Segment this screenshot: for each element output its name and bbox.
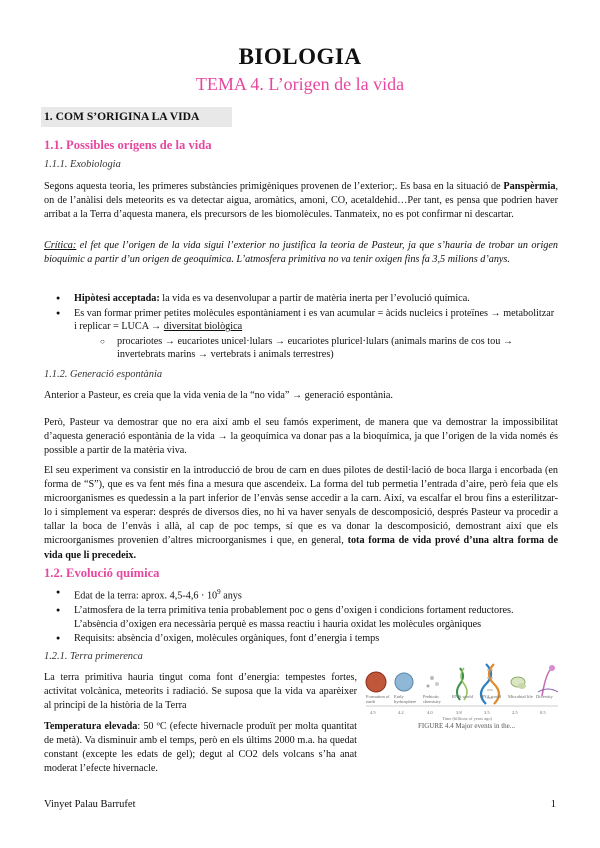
paragraph [44,464,558,563]
subsection-heading: 1.1. Possibles orígens de la vida [44,138,212,152]
figure-label: DNA world [480,694,502,699]
text-run: El seu experiment va consistir en la introducció de brou de carn en dues pilotes de destil·lació de boca llarga i encorbada (en forma de “S”), que es va fent més fina a mesura que ascendeix. La forma del tub permetia l’entrada d’aire, però feia que els microorganismes es quedessin a la part inferior de l’envàs sense accedir a la carn. Així, va escalfar el brou fins a esterilitzar-lo i simplement va esperar: després de diversos dies, no hi va haver senyals de descomposició, després Pasteur va procedir a tallar la boca de l’envàs i allà, al cap de poc temps, sí que es va donar la descomposició, demostrant així que els microorganismes provenien d’altres microorganismes i que, en general, [44,465,558,547]
list-item [44,307,558,334]
timeline-figure [362,662,562,724]
subsubsection-heading: 1.2.1. Terra primerenca [44,651,143,662]
page-number: 1 [550,799,556,810]
text-run: el fet que l’origen de la vida sigui l’exterior no justifica la teoria de Pasteur, ja que s’hauria de trobar un origen bioquímic a partir d’un origen de geoquímica. L’atmosfera primitiva no va tenir oxigen fins fa 3,5 milions d’anys. [44,240,558,266]
figure-tick: 4.2 [398,710,404,715]
molecules-icon [427,676,440,688]
paragraph [44,720,357,776]
section-heading: 1. COM S’ORIGINA LA VIDA [41,107,232,127]
text-run: procariotes → eucariotes unicel·lulars → eucariotes pluricel·lulars (animals marins de cos tou → invertebrats marins → vertebrats i animals terrestres) [117,335,514,361]
list-item [44,604,558,631]
text-run: Segons aquesta teoria, les primeres substàncies primigèniques provenen de l’exterior;. Es basa en la situació de [44,181,504,192]
text-run: la vida es va desenvolupar a partir de matèria inerta per l’evolució química. [159,293,470,304]
figure-tick: 2.5 [512,710,518,715]
paragraph: La terra primitiva hauria tingut coma font d’energia: tempestes fortes, activitat volcànica, meteorits i radiació. Se suposa que la vida va aparèixer al principi de la història de la Terra [44,672,357,712]
list-item [44,586,558,603]
figure-label: RNA world [452,694,473,699]
paragraph: Anterior a Pasteur, es creia que la vida venia de la “no vida” → generació espontània. [44,390,393,401]
microbe-icon [511,677,526,689]
figure-label: Early hydrosphere [394,694,417,704]
figure-axis-label: Time (billions of years ago) [442,716,493,721]
bullet-list [44,292,558,363]
bold-term: Panspèrmia [503,181,556,192]
figure-tick: 3.8 [456,710,462,715]
superscript: 9 [217,588,221,596]
paragraph [44,180,558,222]
page-title: BIOLOGIA [238,44,362,69]
critique-paragraph [44,239,558,267]
figure-label: Formation of earth [366,694,390,704]
figure-label: Diversity [536,694,553,699]
list-item [44,292,558,306]
planet-icon [395,673,413,691]
text-run: Es van formar primer petites molècules espontàniament i es van acumular = àcids nucleics i proteïnes → metabolitzar i replicar = LUCA → [74,307,555,333]
text-run: , on de l’anàlisi dels meteorits es va detectar aigua, aromàtics, amoni, CO, acetaldehid…Per tant, es pensa que podrien haver arribat a la Terra d’aquesta manera, els precursors de les biomolècules. Tanmateix, no es pot confirmar ni descartar. [44,181,558,221]
figure-tick: 4.5 [370,710,376,715]
bold-term: Hipòtesi acceptada: [74,293,160,304]
figure-label: Prebiotic chemistry [423,694,441,704]
text-run: Edat de la terra: aprox. 4,5-4,6 · 10 [74,590,218,602]
bold-conclusion: tota forma de vida prové d’una altra forma de vida que li precedeix. [44,535,558,561]
critique-label: Crítica: [44,240,77,251]
bullet-list [44,586,558,647]
figure-tick: 4.0 [427,710,433,715]
paragraph: Però, Pasteur va demostrar que no era així amb el seu famós experiment, de manera que va demostrar la impossibilitat d’aquesta generació espontània de la vida → la geoquímica va donar pas a la bioquímica, ja que l’origen de la vida només és possible a partir de la matèria viva. [44,417,558,457]
bold-term: Temperatura elevada [44,721,138,732]
organism-icon [538,665,558,696]
list-item [44,335,558,362]
text-run: Requisits: absència d’oxigen, molècules orgàniques, font d’energia i temps [74,633,380,645]
page-subtitle: TEMA 4. L’origen de la vida [195,74,405,94]
subsubsection-heading: 1.1.2. Generació espontània [44,369,163,380]
figure-tick: 0.5 [540,710,546,715]
figure-label: Microbial life [508,694,533,699]
subsubsection-heading: 1.1.1. Exobiologia [44,159,121,170]
text-run: anys [220,590,242,602]
planet-icon [366,672,386,692]
subsection-heading: 1.2. Evolució química [44,566,160,580]
underlined-term: diversitat biològica [163,321,243,333]
figure-tick: 3.5 [484,710,490,715]
figure-caption: FIGURE 4.4 Major events in the... [418,722,516,730]
text-run: L’atmosfera de la terra primitiva tenia probablement poc o gens d’oxigen i condicions fortament reductores. L’absència d’oxigen era necessària perquè es massa reactiu i hauria oxidat les molècules orgàniques [74,604,514,630]
footer-author: Vinyet Palau Barrufet [44,799,136,810]
text-run: : 50 ºC (efecte hivernacle produït per molta quantitat de metà). Va disminuir amb el temps, però en els últims 2000 m.a. ha quedat constant (excepte les edats de gel); degut al CO2 dels volcans s’ha anat moderat l’efecte hivernacle. [44,721,357,775]
list-item [44,632,558,646]
